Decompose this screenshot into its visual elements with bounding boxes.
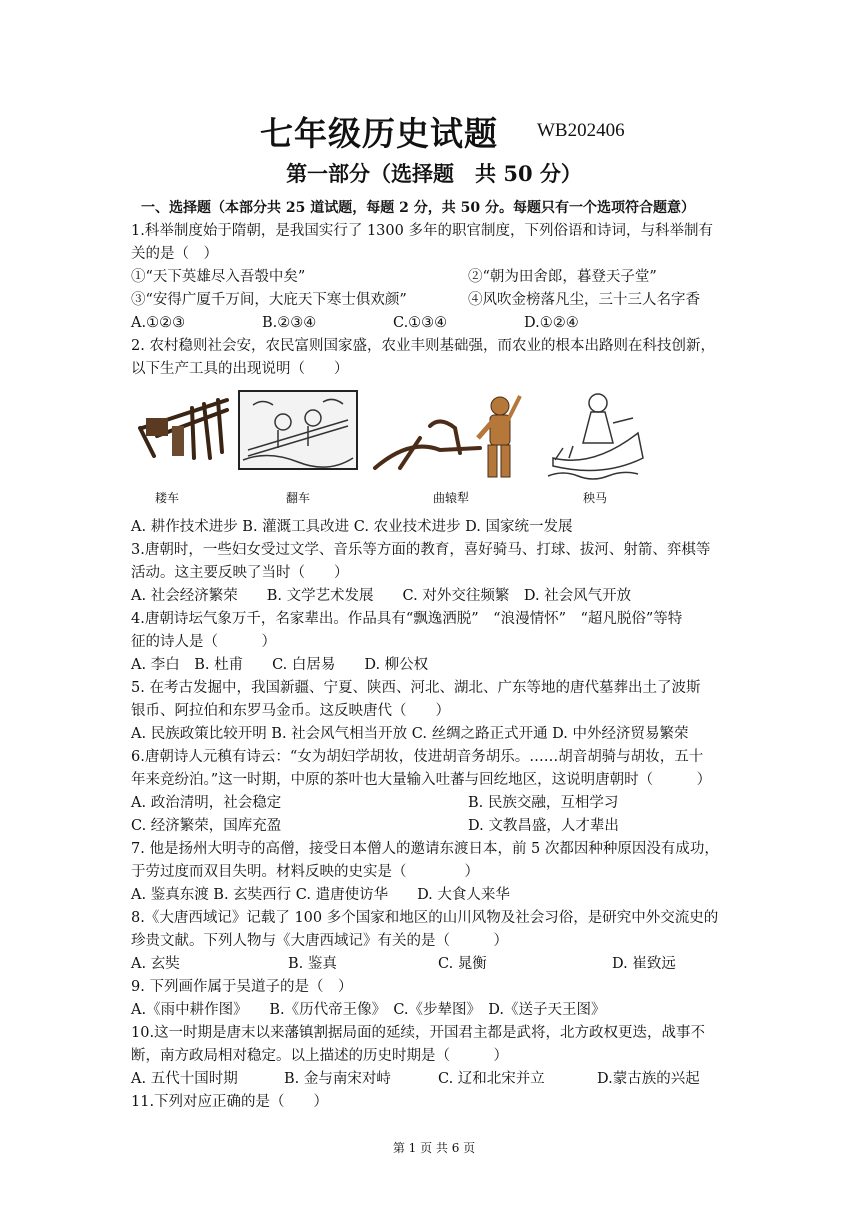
q6-stem-1: 6.唐朝诗人元稹有诗云：“女为胡妇学胡妆，伎进胡音务胡乐。……胡音胡骑与胡妆，五十 <box>131 749 704 765</box>
q1-option-a: A.①②③ <box>131 315 186 331</box>
q10-stem-2: 断，南方政局相对稳定。以上描述的历史时期是（ ） <box>131 1048 508 1064</box>
q1-stem-1: 1.科举制度始于隋朝，是我国实行了 1300 多年的职官制度，下列俗语和诗词，与科举制有 <box>131 223 713 239</box>
q3-stem-2: 活动。这主要反映了当时（ ） <box>131 565 349 581</box>
q10-option-c: C. 辽和北宋并立 <box>438 1071 545 1087</box>
q11-stem: 11.下列对应正确的是（ ） <box>131 1094 329 1110</box>
caption-yangma: 秧马 <box>583 491 608 505</box>
q5-stem-2: 银币、阿拉伯和东罗马金币。这反映唐代（ ） <box>131 703 450 719</box>
q9-options: A.《雨中耕作图》 B.《历代帝王像》 C.《步辇图》 D.《送子天王图》 <box>131 1002 606 1018</box>
q6-option-d: D. 文教昌盛，人才辈出 <box>468 818 619 834</box>
q10-option-b: B. 金与南宋对峙 <box>284 1071 391 1087</box>
q4-stem-2: 征的诗人是（ ） <box>131 634 276 650</box>
page-footer: 第 1 页 共 6 页 <box>392 1141 476 1155</box>
q5-stem-1: 5. 在考古发掘中，我国新疆、宁夏、陕西、河北、湖北、广东等地的唐代墓葬出土了波斯 <box>131 680 701 696</box>
q2-stem-1: 2. 农村稳则社会安，农民富则国家盛，农业丰则基础强，而农业的根本出路则在科技创新， <box>131 338 715 354</box>
q2-stem-2: 以下生产工具的出现说明（ ） <box>131 361 349 377</box>
caption-quyuanli: 曲辕犁 <box>433 491 470 505</box>
q2-options: A. 耕作技术进步 B. 灌溉工具改进 C. 农业技术进步 D. 国家统一发展 <box>131 519 573 535</box>
q8-stem-1: 8.《大唐西域记》记载了 100 多个国家和地区的山川风物及社会习俗，是研究中外交流史的 <box>131 910 719 926</box>
yangma-image <box>543 388 648 483</box>
q5-options: A. 民族政策比较开明 B. 社会风气相当开放 C. 丝绸之路正式开通 D. 中外经济贸易繁荣 <box>131 726 689 742</box>
q10-stem-1: 10.这一时期是唐末以来藩镇割据局面的延续，开国君主都是武将，北方政权更迭，战事不 <box>131 1025 706 1041</box>
q9-stem: 9. 下列画作属于吴道子的是（ ） <box>131 979 353 995</box>
section-heading: 一、选择题（本部分共 25 道试题，每题 2 分，共 50 分。每题只有一个选项符合题意） <box>141 200 695 216</box>
louche-image <box>132 388 232 468</box>
q4-options: A. 李白 B. 杜甫 C. 白居易 D. 柳公权 <box>131 657 429 673</box>
q10-option-d: D.蒙古族的兴起 <box>597 1071 700 1087</box>
q8-option-d: D. 崔致远 <box>612 956 676 972</box>
caption-louche: 耧车 <box>155 491 180 505</box>
q8-option-a: A. 玄奘 <box>131 956 180 972</box>
q8-option-c: C. 晁衡 <box>438 956 487 972</box>
q1-item-3: ③“安得广厦千万间，大庇天下寒士俱欢颜” <box>131 292 407 308</box>
q1-option-d: D.①②④ <box>524 315 579 331</box>
part-heading: 第一部分（选择题 共 50 分） <box>286 161 582 186</box>
q6-option-b: B. 民族交融，互相学习 <box>468 795 619 811</box>
q6-option-a: A. 政治清明，社会稳定 <box>131 795 282 811</box>
q3-stem-1: 3.唐朝时，一些妇女受过文学、音乐等方面的教育，喜好骑马、打球、拔河、射箭、弈棋等 <box>131 542 711 558</box>
q6-stem-2: 年来竞纷泊。”这一时期，中原的茶叶也大量输入吐蕃与回纥地区，这说明唐朝时（ ） <box>131 772 712 788</box>
q10-option-a: A. 五代十国时期 <box>131 1071 238 1087</box>
q1-item-2: ②“朝为田舍郎，暮登天子堂” <box>468 269 657 285</box>
exam-code: WB202406 <box>537 120 625 141</box>
fanche-image <box>238 390 358 470</box>
q7-stem-2: 于劳过度而双目失明。材料反映的史实是（ ） <box>131 864 479 880</box>
caption-fanche: 翻车 <box>286 491 311 505</box>
q8-stem-2: 珍贵文献。下列人物与《大唐西域记》有关的是（ ） <box>131 933 508 949</box>
q1-stem-2: 关的是（ ） <box>131 246 218 262</box>
q8-option-b: B. 鉴真 <box>288 956 337 972</box>
quyuanli-image <box>370 388 530 483</box>
q1-item-4: ④风吹金榜落凡尘，三十三人名字香 <box>468 292 700 308</box>
q7-stem-1: 7. 他是扬州大明寺的高僧，接受日本僧人的邀请东渡日本，前 5 次都因种种原因没有成功， <box>131 841 719 857</box>
q4-stem-1: 4.唐朝诗坛气象万千，名家辈出。作品具有“飘逸洒脱” “浪漫情怀” “超凡脱俗”等特 <box>131 611 683 627</box>
q1-option-c: C.①③④ <box>393 315 448 331</box>
q1-item-1: ①“天下英雄尽入吾彀中矣” <box>131 269 306 285</box>
q1-option-b: B.②③④ <box>262 315 317 331</box>
q7-options: A. 鉴真东渡 B. 玄奘西行 C. 遣唐使访华 D. 大食人来华 <box>131 887 510 903</box>
q3-options: A. 社会经济繁荣 B. 文学艺术发展 C. 对外交往频繁 D. 社会风气开放 <box>131 588 632 604</box>
q6-option-c: C. 经济繁荣，国库充盈 <box>131 818 282 834</box>
page-title: 七年级历史试题 <box>260 114 498 153</box>
